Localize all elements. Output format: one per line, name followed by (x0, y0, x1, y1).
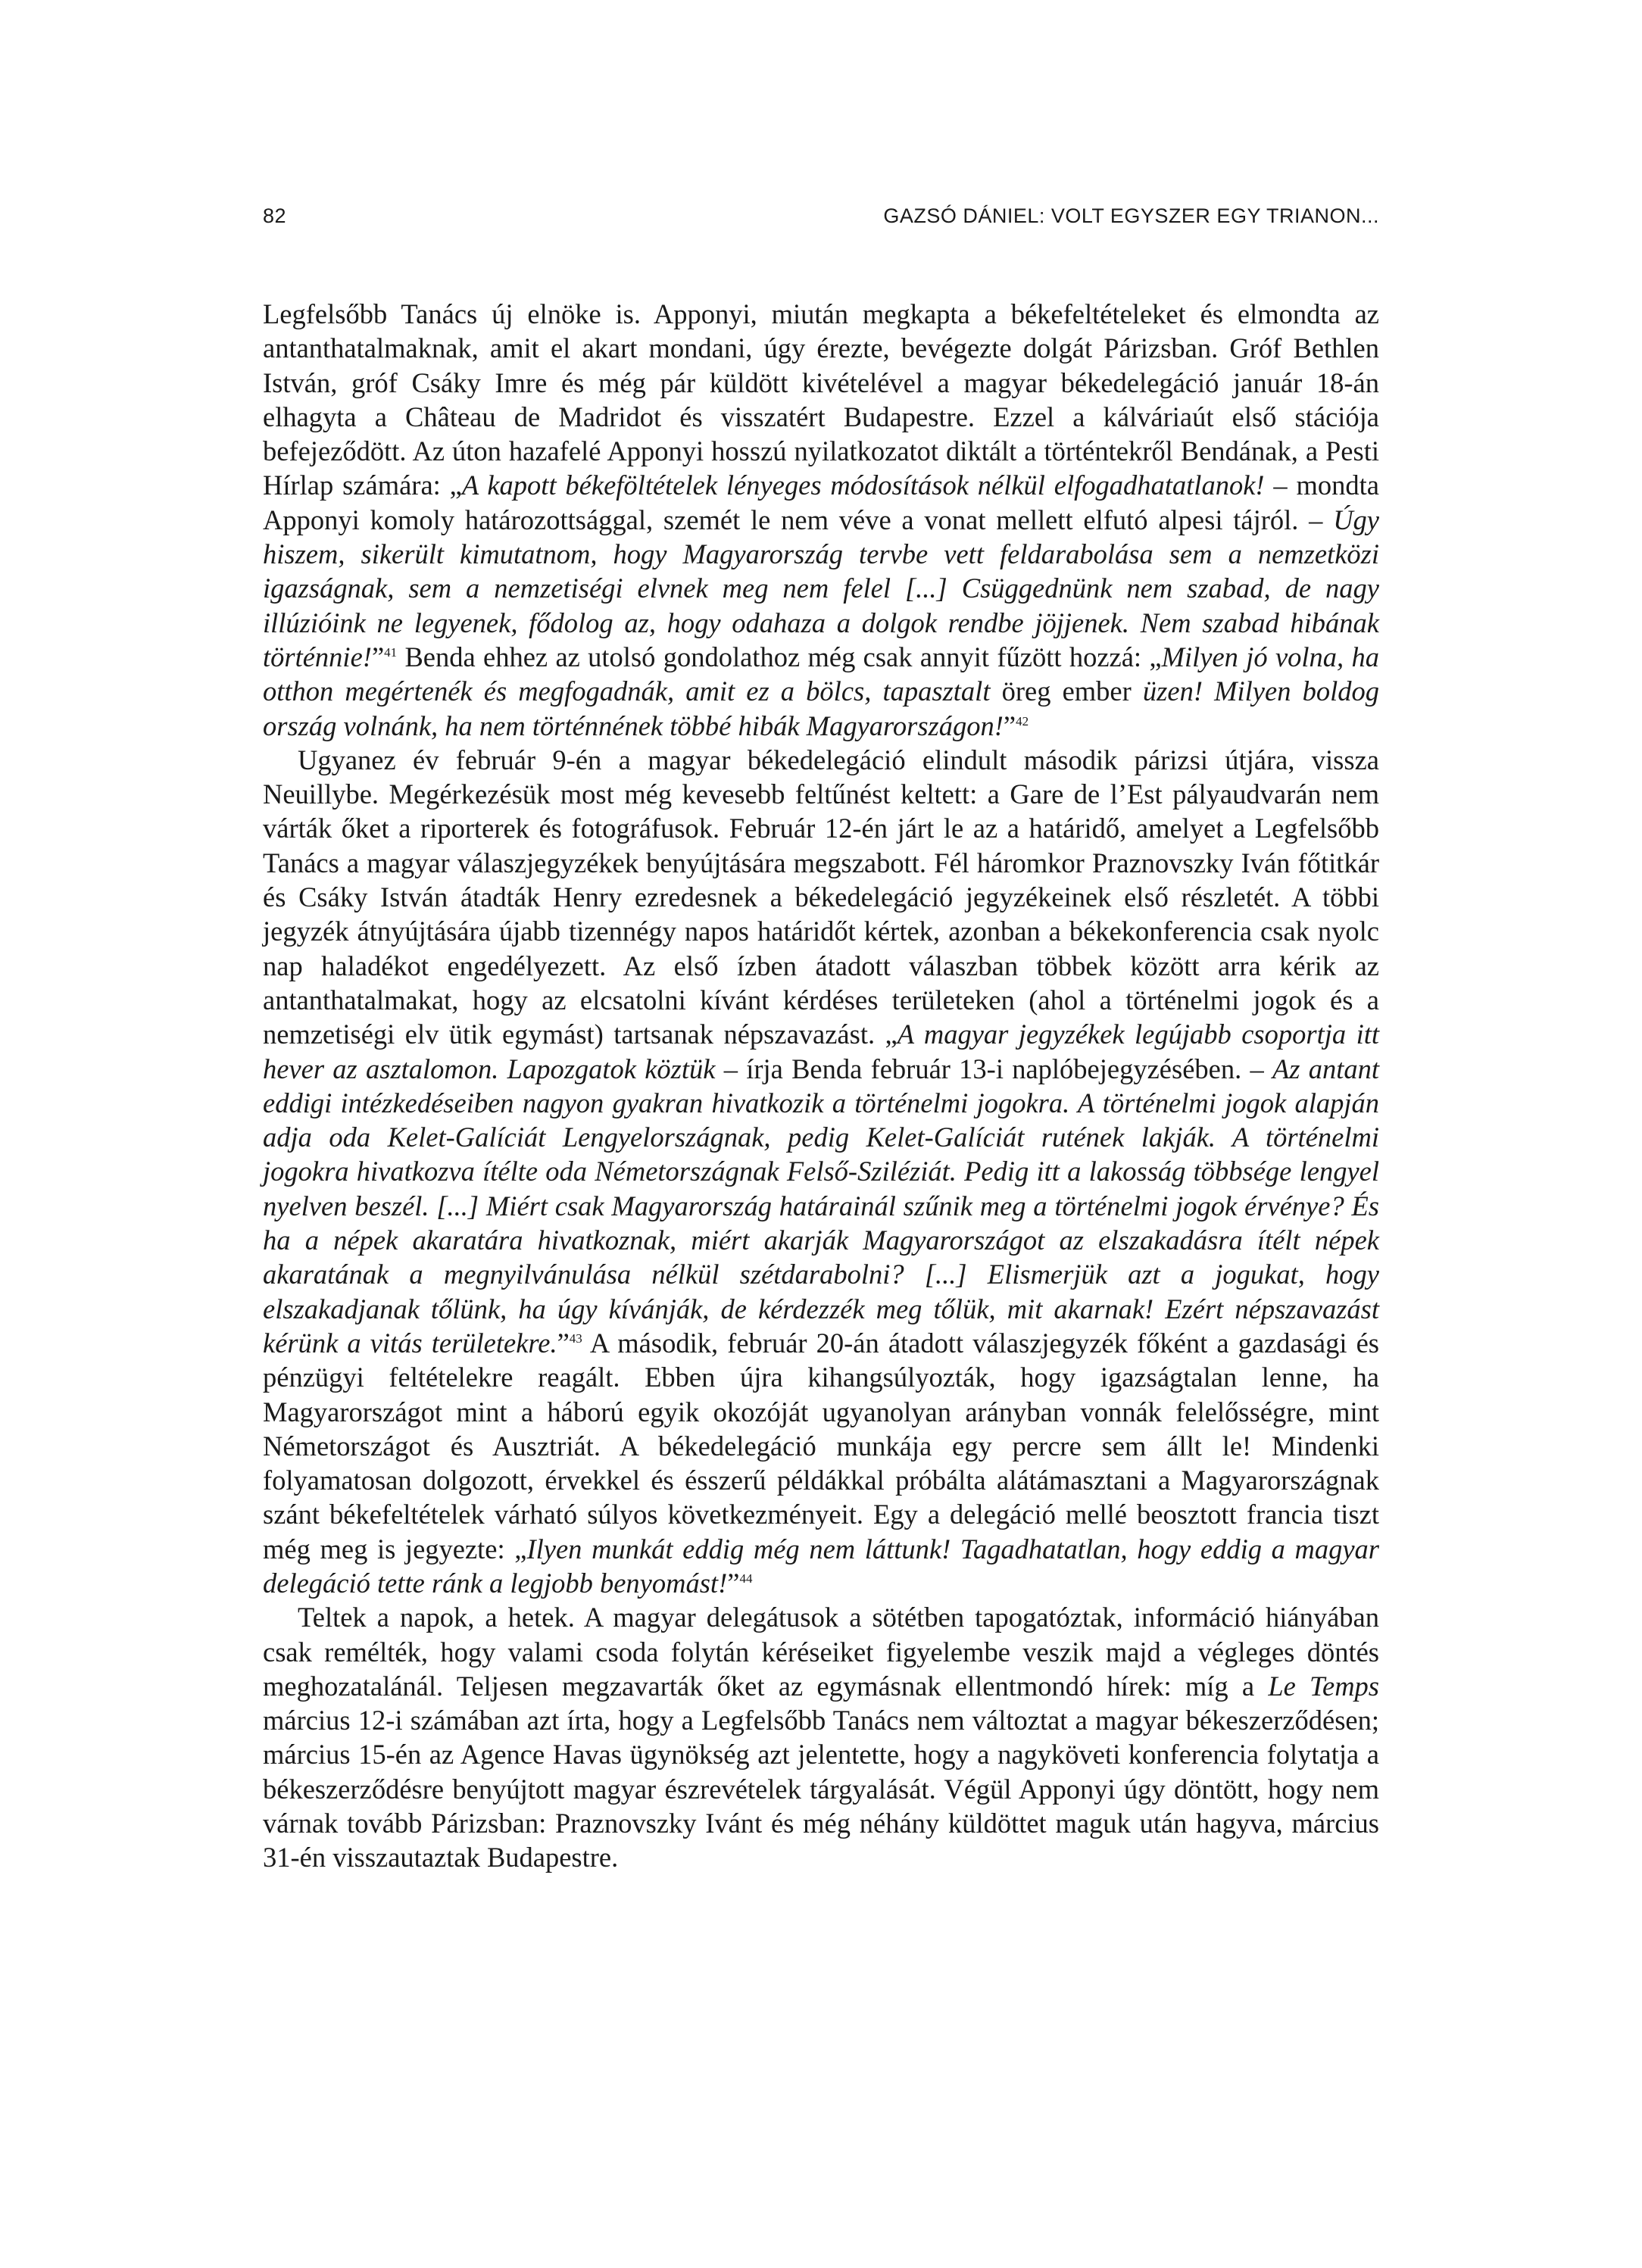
paragraph (263, 743, 1379, 1600)
footnote-marker: 43 (569, 1331, 582, 1346)
body-text (263, 297, 1379, 1875)
footnote-marker: 42 (1016, 713, 1029, 728)
text-run: Benda ehhez az utolsó gondolathoz még csak annyit fűzött hozzá: „ (397, 641, 1162, 672)
italic-quote: Le Temps (1268, 1670, 1380, 1702)
page-number: 82 (263, 204, 287, 227)
italic-quote: A kapott békeföltételek lényeges módosítások nélkül elfogadhatatlanok! (461, 470, 1265, 501)
page-header (263, 204, 1379, 235)
text-run: öreg ember (1001, 675, 1143, 707)
text-run: ” (557, 1327, 570, 1359)
text-run: – mondta Apponyi komoly határozottsággal, szemét le nem véve a vonat mellett elfutó alpesi tájról. – (263, 470, 1380, 535)
text-run: – írja Benda február 13-i naplóbejegyzésében. – (715, 1053, 1272, 1084)
italic-quote: Úgy hiszem, sikerült kimutatnom, hogy Magyarország tervbe vett feldarabolása sem a nemzetközi igazságnak, sem a nemzetiségi elvnek meg nem felel [...] Csüggednünk nem szabad, de nagy illúzióink ne legyenek, fődolog az, hogy odahaza a dolgok rendbe jöjjenek. Nem szabad hibának történnie! (263, 504, 1379, 672)
text-run: Teltek a napok, a hetek. A magyar delegátusok a sötétben tapogatóztak, információ hiányában csak remélték, hogy valami csoda folytán kéréseiket figyelembe veszik majd a végleges döntés meghozatalánál. Teljesen megzavarták őket az egymásnak ellentmondó hírek: míg a (263, 1602, 1379, 1702)
italic-quote: üzen! Milyen boldog ország volnánk, ha nem történnének többé hibák Magyarországon! (263, 675, 1379, 741)
paragraph (263, 297, 1379, 743)
text-run: ” (727, 1567, 740, 1599)
paragraph (263, 1600, 1379, 1874)
text-run: ” (1003, 710, 1016, 741)
running-title: GAZSÓ DÁNIEL: VOLT EGYSZER EGY TRIANON... (883, 204, 1379, 227)
text-run: ” (371, 641, 385, 672)
footnote-marker: 44 (739, 1571, 753, 1586)
text-run: március 12-i számában azt írta, hogy a Legfelsőbb Tanács nem változtat a magyar békeszerződésen; március 15-én az Agence Havas ügynökség azt jelentette, hogy a nagyköveti konferencia folytatja a békeszerződésre benyújtott magyar észrevételek tárgyalását. Végül Apponyi úgy döntött, hogy nem várnak tovább Párizsban: Praznovszky Ivánt és még néhány küldöttet maguk után hagyva, március 31-én visszautaztak Budapestre. (263, 1705, 1379, 1873)
italic-quote: Ilyen munkát eddig még nem láttunk! Tagadhatatlan, hogy eddig a magyar delegáció tette ránk a legjobb benyomást! (263, 1533, 1379, 1599)
italic-quote: A magyar jegyzékek legújabb csoportja itt hever az asztalomon. Lapozgatok köztük (263, 1019, 1379, 1084)
text-run: Ugyanez év február 9-én a magyar békedelegáció elindult második párizsi útjára, vissza Neuillybe. Megérkezésük most még kevesebb feltűnést keltett: a Gare de l’Est pályaudvarán nem várták őket a riporterek és fotográfusok. Február 12-én járt le az a határidő, amelyet a Legfelsőbb Tanács a magyar válaszjegyzékek benyújtására megszabott. Fél háromkor Praznovszky Iván főtitkár és Csáky István átadták Henry ezredesnek a békedelegáció jegyzékeinek első részletét. A többi jegyzék átnyújtására újabb tizennégy napos határidőt kértek, azonban a békekonferencia csak nyolc nap haladékot engedélyezett. Az első ízben átadott válaszban többek között arra kérik az antanthatalmakat, hogy az elcsatolni kívánt kérdéses területeken (ahol a történelmi jogok és a nemzetiségi elv ütik egymást) tartsanak népszavazást. „ (263, 744, 1379, 1050)
footnote-marker: 41 (384, 644, 398, 660)
italic-quote: Az antant eddigi intézkedéseiben nagyon gyakran hivatkozik a történelmi jogokra. A történelmi jogok alapján adja oda Kelet-Galíciát Lengyelországnak, pedig Kelet-Galíciát rutének lakják. A történelmi jogokra hivatkozva ítélte oda Németországnak Felső-Sziléziát. Pedig itt a lakosság többsége lengyel nyelven beszél. [...] Miért csak Magyarország határainál szűnik meg a történelmi jogok érvénye? És ha a népek akaratára hivatkoznak, miért akarják Magyarországot az elszakadásra ítélt népek akaratának a megnyilvánulása nélkül szétdarabolni? [...] Elismerjük azt a jogukat, hogy elszakadjanak tőlünk, ha úgy kívánják, de kérdezzék meg tőlük, mit akarnak! Ezért népszavazást kérünk a vitás területekre. (263, 1053, 1379, 1359)
text-run: Legfelsőbb Tanács új elnöke is. Apponyi, miután megkapta a békefeltételeket és elmondta az antanthatalmaknak, amit el akart mondani, úgy érezte, bevégezte dolgát Párizsban. Gróf Bethlen István, gróf Csáky Imre és még pár küldött kivételével a magyar békedelegáció január 18-án elhagyta a Château de Madridot és visszatért Budapestre. Ezzel a kálváriaút első stációja befejeződött. Az úton hazafelé Apponyi hosszú nyilatkozatot diktált a történtekről Bendának, a Pesti Hírlap számára: „ (263, 298, 1379, 501)
text-run: A második, február 20-án átadott válaszjegyzék főként a gazdasági és pénzügyi feltételekre reagált. Ebben újra kihangsúlyozták, hogy igazságtalan lenne, ha Magyarországot mint a háború egyik okozóját ugyanolyan arányban vonnák felelősségre, mint Németországot és Ausztriát. A békedelegáció munkája egy percre sem állt le! Mindenki folyamatosan dolgozott, érvekkel és ésszerű példákkal próbálta alátámasztani a Magyarországnak szánt békefeltételek várható súlyos következményeit. Egy a delegáció mellé beosztott francia tiszt még meg is jegyezte: „ (263, 1327, 1379, 1565)
italic-quote: Milyen jó volna, ha otthon megértenék és megfogadnák, amit ez a bölcs, tapasztalt (263, 641, 1379, 707)
